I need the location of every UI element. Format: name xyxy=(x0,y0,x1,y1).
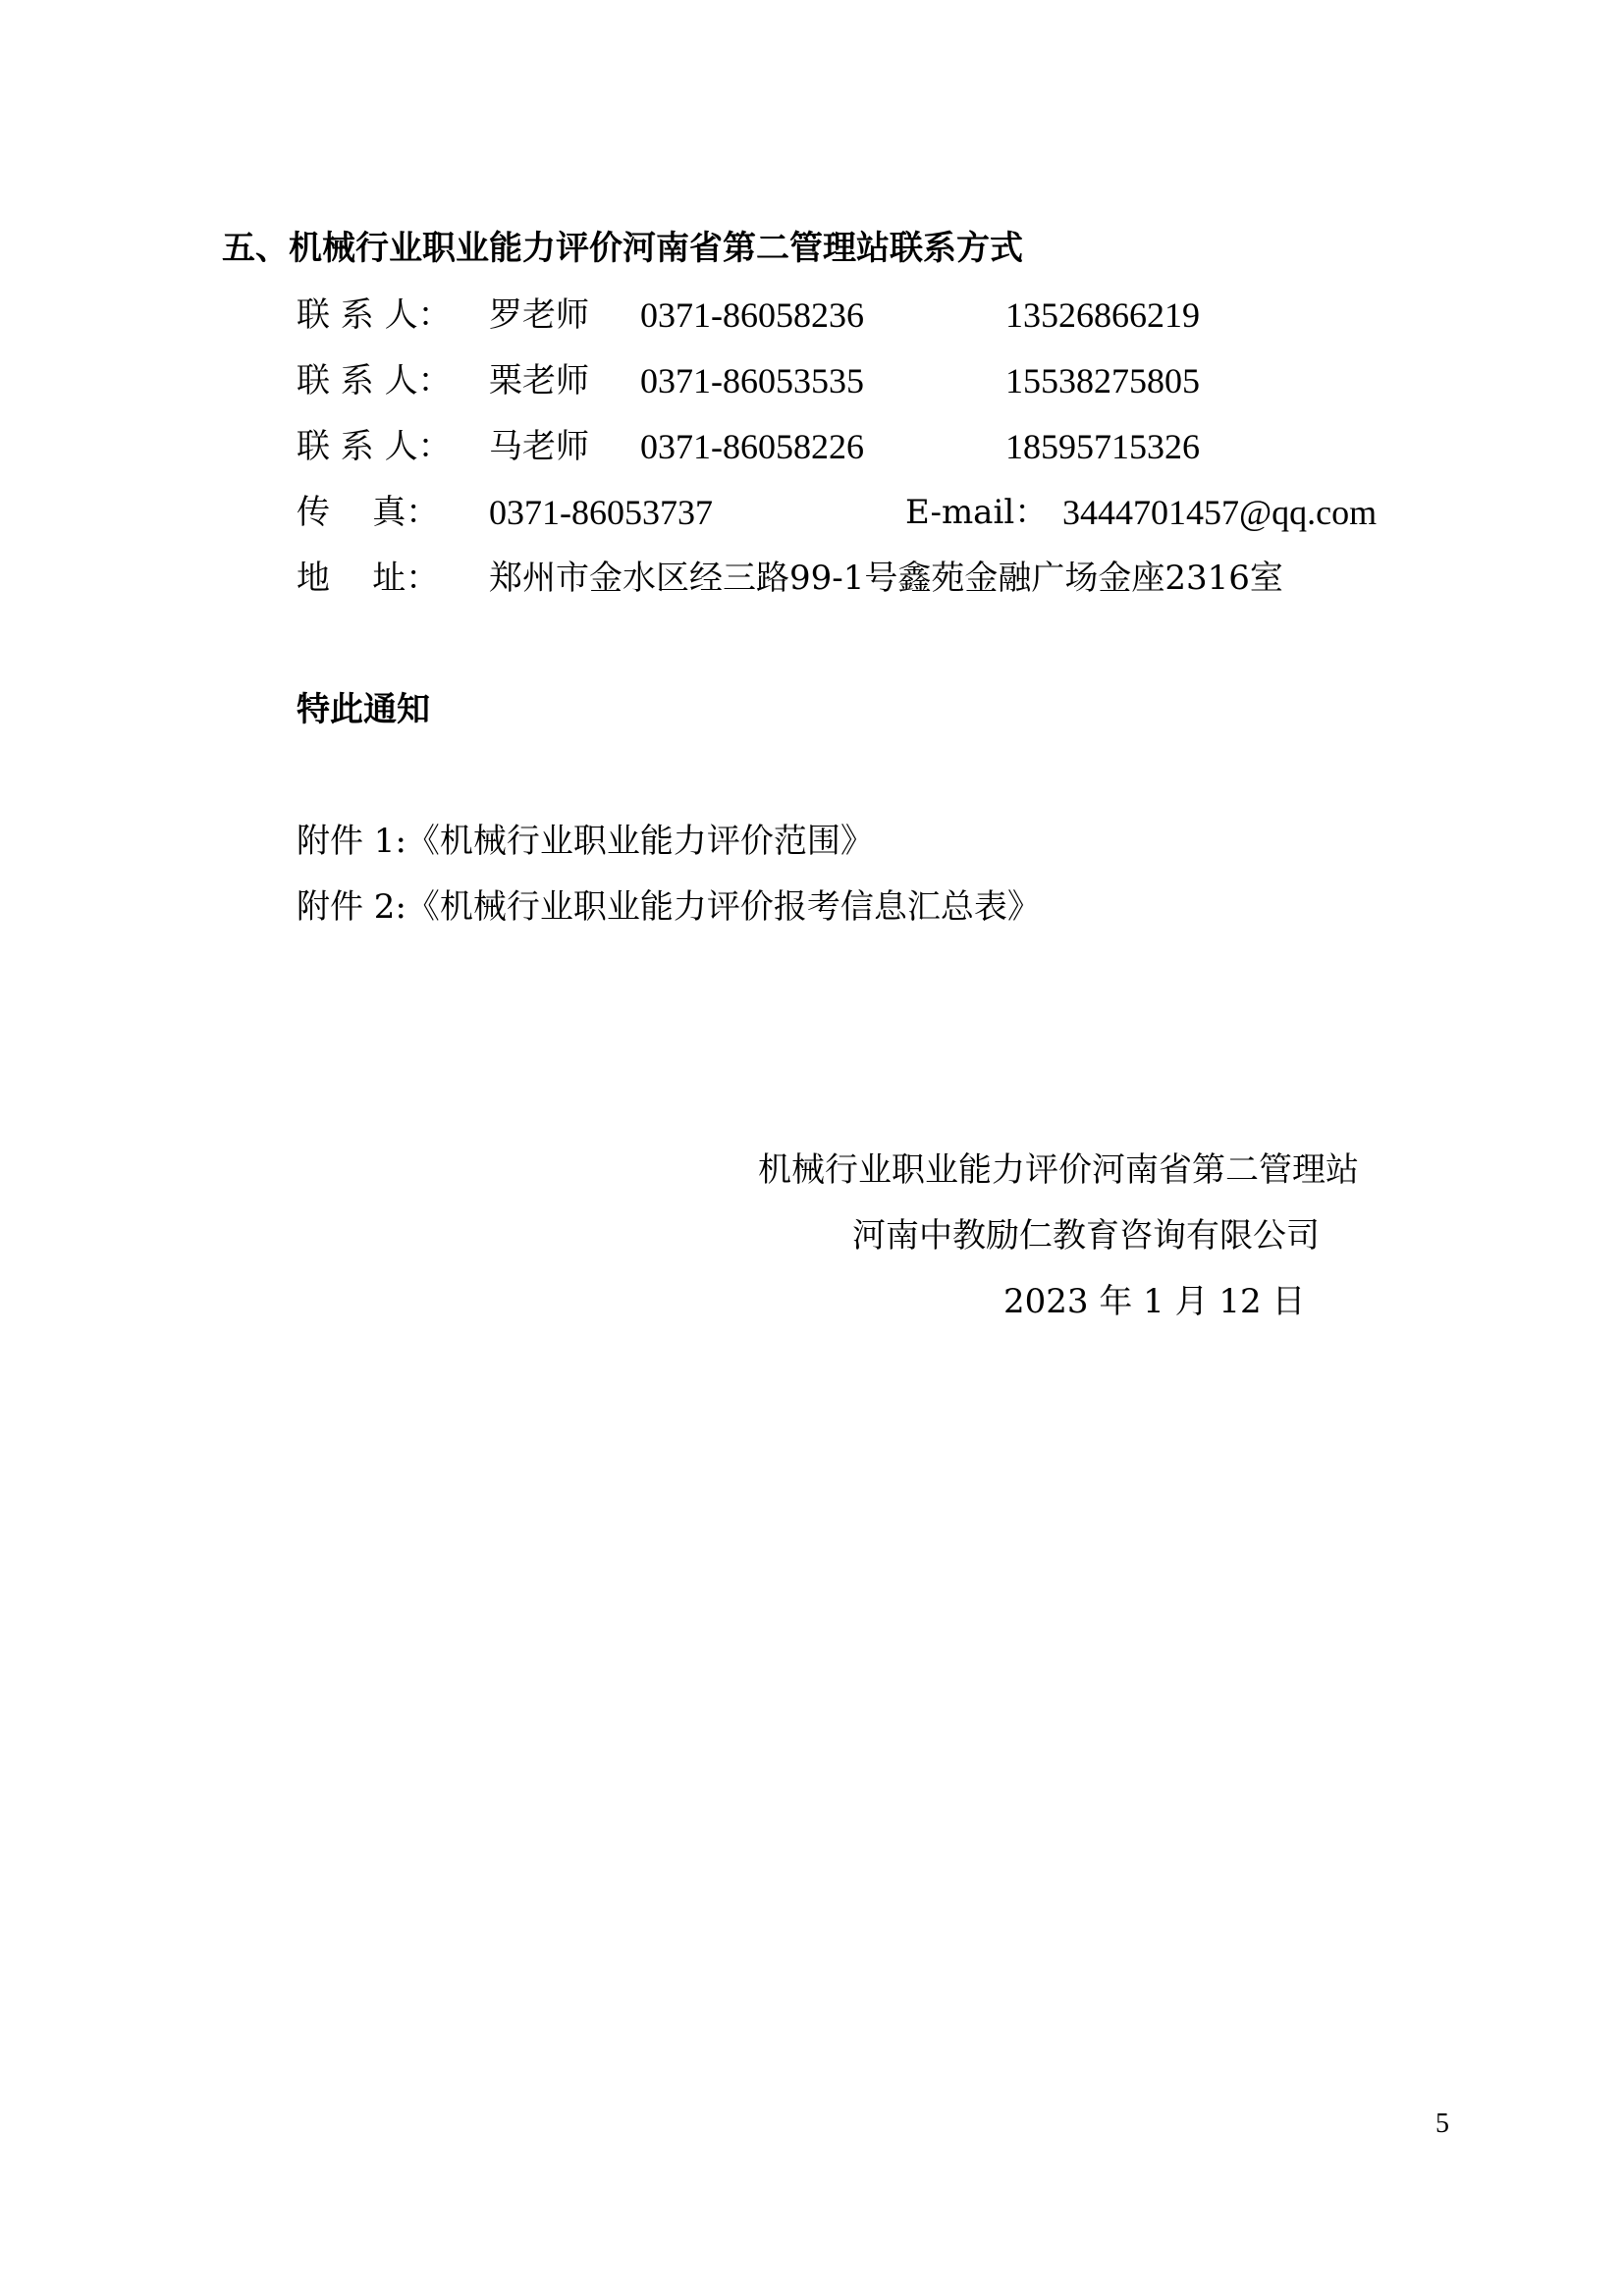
section-heading: 五、机械行业职业能力评价河南省第二管理站联系方式 xyxy=(222,229,1023,268)
notice-text: 特此通知 xyxy=(297,690,430,729)
attachment-item: 附件 1:《机械行业职业能力评价范围》 xyxy=(297,822,874,861)
contact-phone: 0371-86058236 xyxy=(640,295,864,335)
contact-label: 联 系 人： xyxy=(297,295,452,335)
signature-org-secondary: 河南中教励仁教育咨询有限公司 xyxy=(852,1216,1320,1255)
email-label: E-mail： xyxy=(905,493,1049,532)
contact-label: 联 系 人： xyxy=(297,427,452,466)
contact-phone: 0371-86053535 xyxy=(640,361,864,400)
contact-name: 马老师 xyxy=(489,427,589,466)
contact-name: 栗老师 xyxy=(489,361,589,400)
signature-date: 2023 年 1 月 12 日 xyxy=(1003,1282,1306,1321)
email-value: 3444701457@qq.com xyxy=(1062,493,1378,532)
contact-label: 联 系 人： xyxy=(297,361,452,400)
fax-label: 传 真： xyxy=(297,493,440,532)
contact-mobile: 13526866219 xyxy=(1005,295,1200,335)
signature-org-primary: 机械行业职业能力评价河南省第二管理站 xyxy=(758,1150,1359,1190)
contact-mobile: 15538275805 xyxy=(1005,361,1200,400)
contact-mobile: 18595715326 xyxy=(1005,427,1200,466)
page-number: 5 xyxy=(1435,2109,1449,2139)
address-value: 郑州市金水区经三路99-1号鑫苑金融广场金座2316室 xyxy=(489,559,1283,598)
attachment-item: 附件 2:《机械行业职业能力评价报考信息汇总表》 xyxy=(297,887,1041,927)
contact-name: 罗老师 xyxy=(489,295,589,335)
fax-value: 0371-86053737 xyxy=(489,493,713,532)
address-label: 地 址： xyxy=(297,559,440,598)
contact-phone: 0371-86058226 xyxy=(640,427,864,466)
